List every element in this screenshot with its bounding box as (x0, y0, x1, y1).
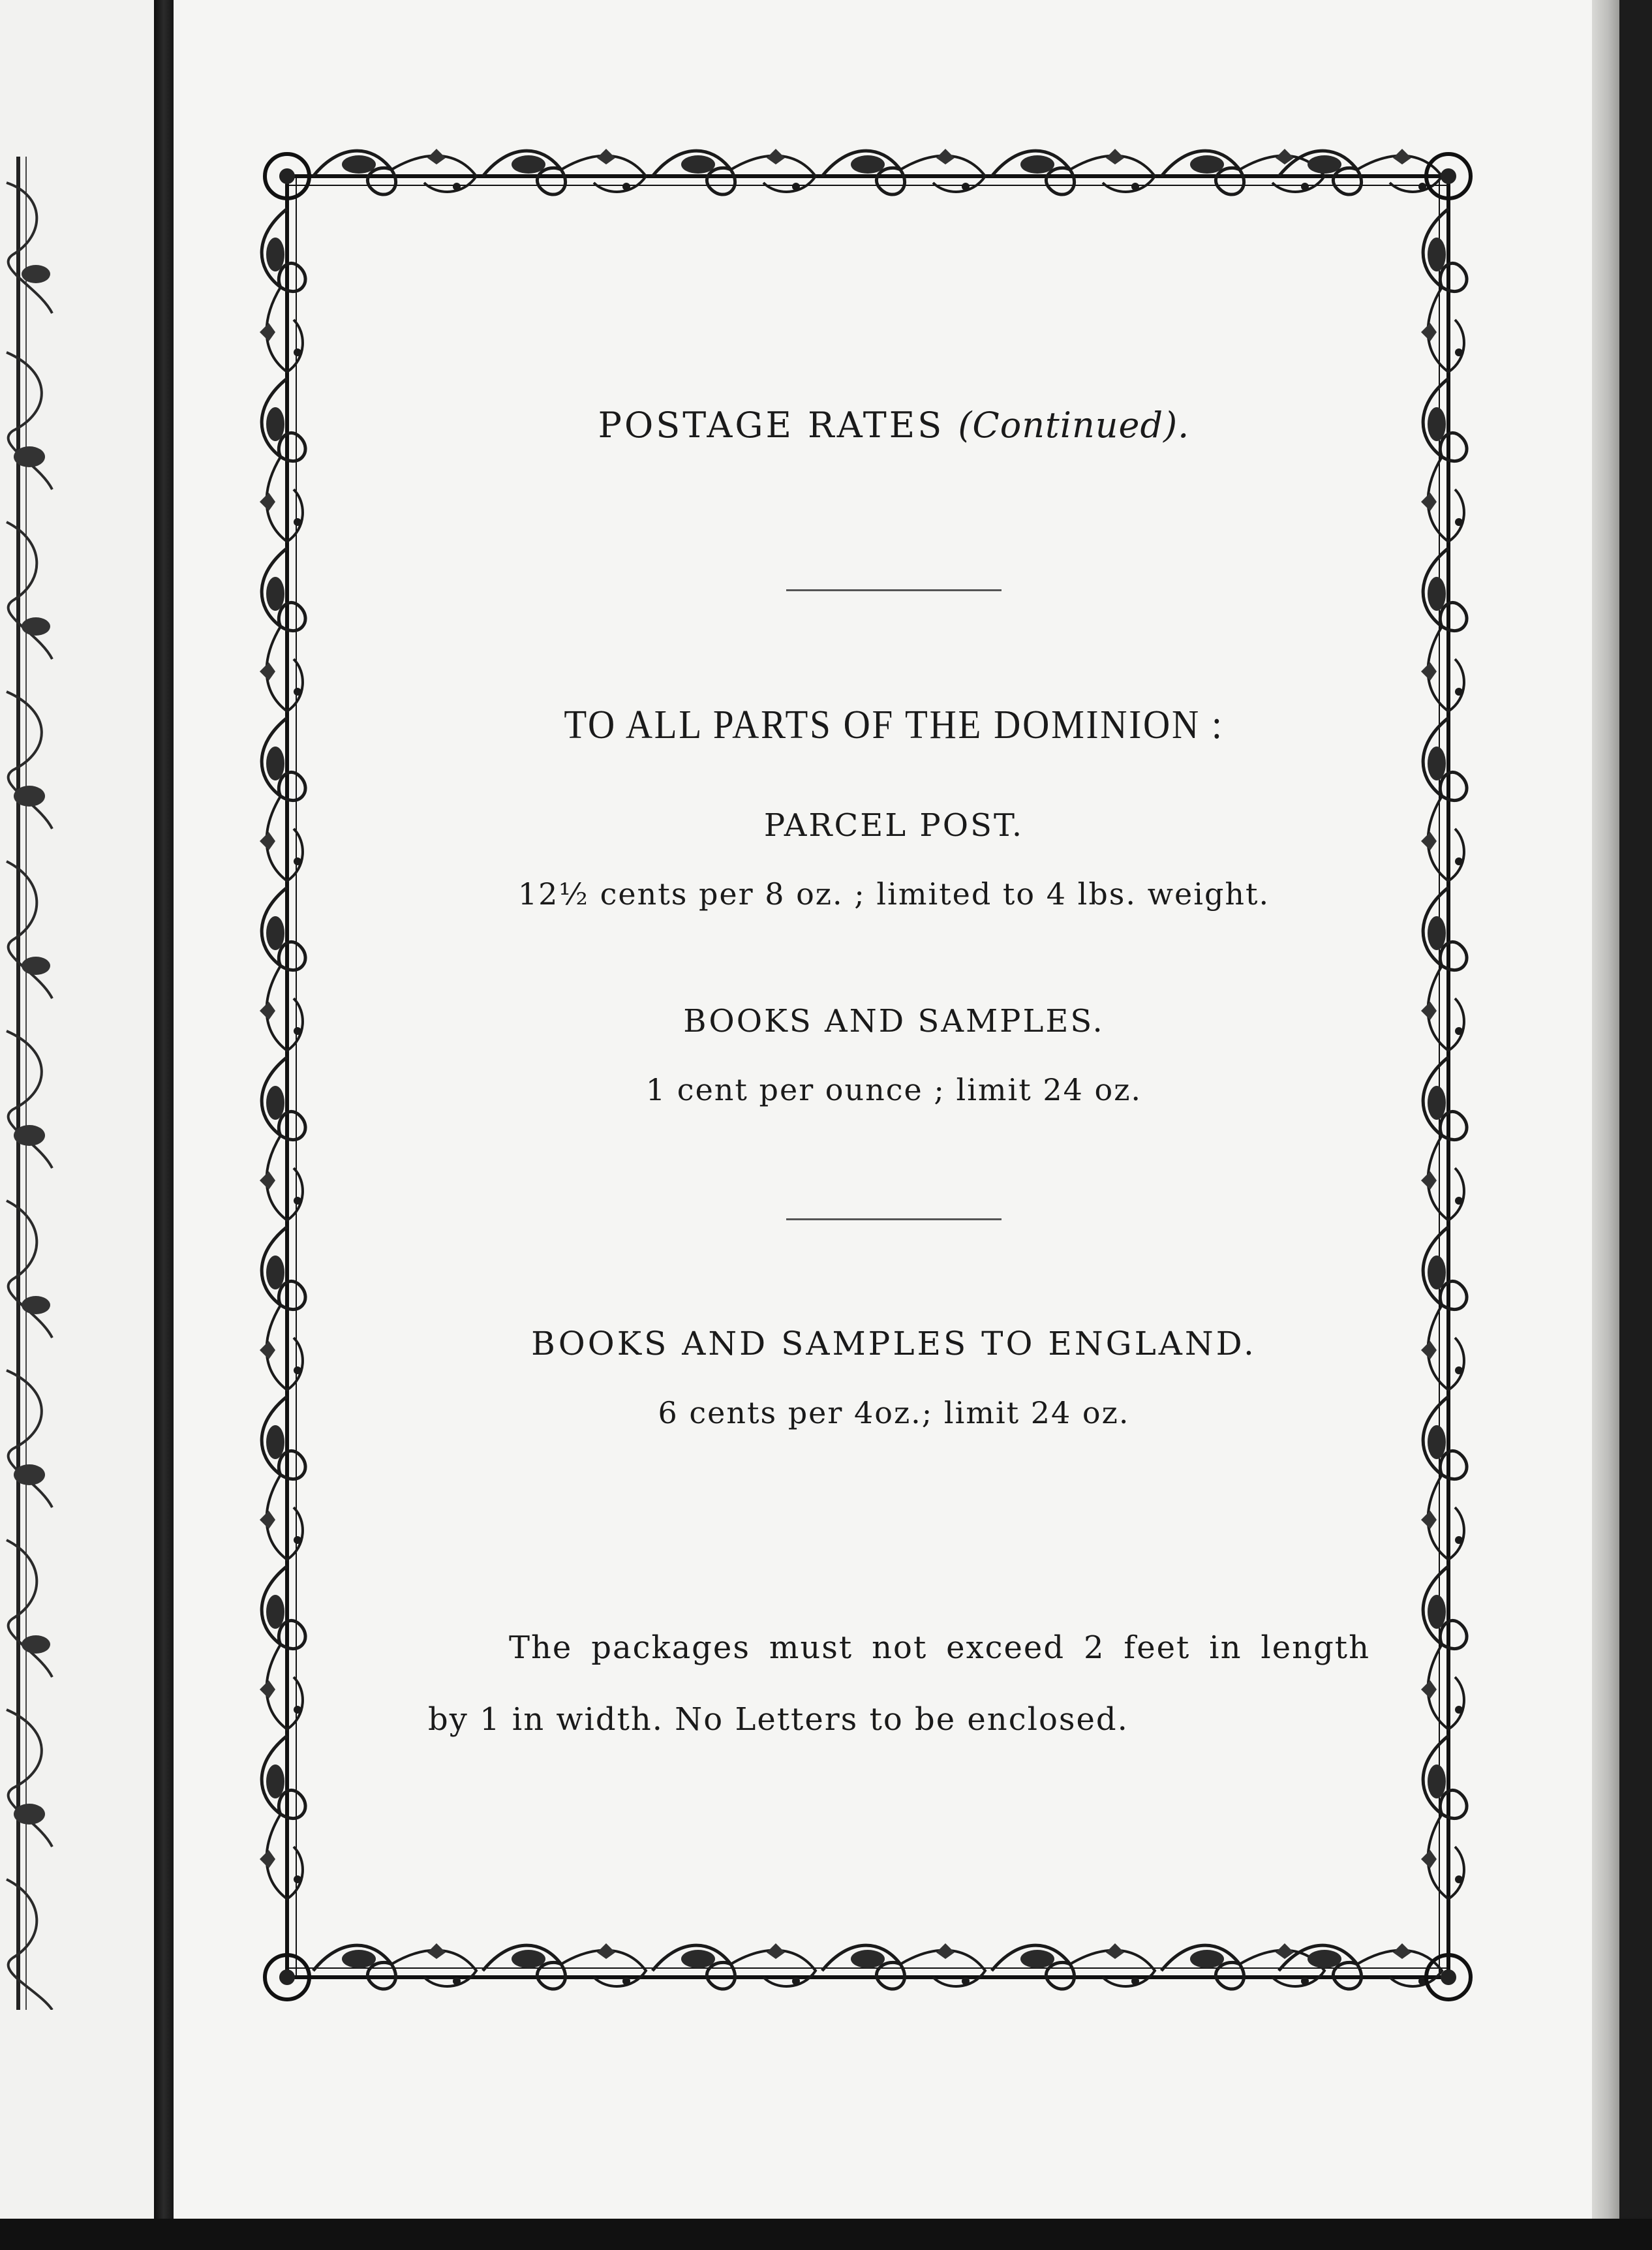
parcel-post-rate: 12½ cents per 8 oz. ; limited to 4 lbs. weight. (517, 876, 1270, 912)
scan-background-bottom (0, 2219, 1652, 2250)
england-heading: BOOKS AND SAMPLES TO ENGLAND. (531, 1325, 1257, 1363)
books-samples-rate: 1 cent per ounce ; limit 24 oz. (645, 1072, 1142, 1107)
england-rate: 6 cents per 4oz.; limit 24 oz. (658, 1395, 1130, 1430)
page-stack-edge (1592, 0, 1619, 2219)
book-gutter (154, 0, 174, 2250)
divider-rule-2 (786, 1218, 1002, 1220)
dominion-heading: TO ALL PARTS OF THE DOMINION : (564, 703, 1224, 747)
previous-page-edge (0, 0, 154, 2219)
title-text: POSTAGE RATES (598, 405, 945, 446)
packages-note-line-1: The packages must not exceed 2 feet in length (509, 1629, 1370, 1666)
previous-page-ornament-border (0, 157, 72, 2010)
packages-note (428, 1612, 1370, 1755)
divider-rule (786, 589, 1002, 591)
parcel-post-heading: PARCEL POST. (763, 807, 1024, 844)
title-continued: (Continued). (958, 405, 1190, 446)
scan-background-right (1619, 0, 1652, 2250)
page-content (405, 405, 1383, 1430)
books-samples-heading: BOOKS AND SAMPLES. (683, 1003, 1105, 1040)
page-title (405, 405, 1383, 446)
packages-note-line-2: by 1 in width. No Letters to be enclosed. (428, 1701, 1129, 1738)
